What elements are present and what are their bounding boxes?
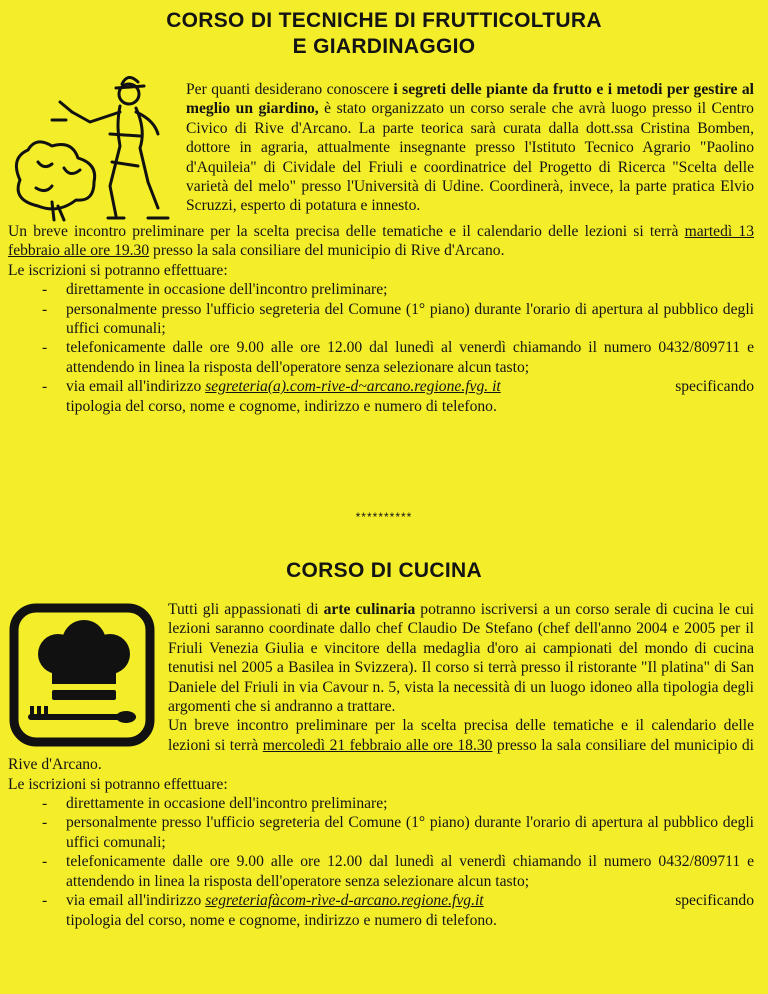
list-item: - telefonicamente dalle ore 9.00 alle ore 12.00 dal lunedì al venerdì chiamando il numero 0432/809711 e attendendo in linea la risposta dell'operatore senza selezionare alcun tasto; [42,853,754,890]
section2-enroll-list [8,794,754,930]
section1-title-line2: E GIARDINAGGIO [292,35,476,58]
section1-meeting-date: martedì 13 febbraio alle ore 19.30 [8,223,754,260]
section1-email-mid: specificando [675,378,754,396]
section1-intro-post: è stato organizzato un corso serale che avrà luogo presso il Centro Civico di Rive d'Arcano. La parte teorica sarà curata dalla dott.ssa Cristina Bomben, dottore in agraria, attualmente insegnante presso l'Istituto Tecnico Agrario "Paolino d'Aquileia" di Cividale del Friuli e coordinatrice del Progetto di Ricerca "Scelta delle varietà del melo" presso l'Università di Udine. Coordinerà, invece, la parte pratica Elvio Scruzzi, esperto di potatura e innesto. [186,100,754,215]
section1-body [8,80,754,416]
section2-intro-pre: Tutti gli appassionati di [168,601,324,618]
section2-body [8,600,754,930]
list-item: - via email all'indirizzo segreteria(a).com-rive-d~arcano.regione.fvg. it specificando tipologia del corso, nome e cognome, indirizzo e numero di telefono. [42,378,754,415]
section1-enroll-list [8,280,754,416]
section1-email-post: tipologia del corso, nome e cognome, indirizzo e numero di telefono. [66,397,497,415]
list-item: - telefonicamente dalle ore 9.00 alle ore 12.00 dal lunedì al venerdì chiamando il numero 0432/809711 e attendendo in linea la risposta dell'operatore senza selezionare alcun tasto; [42,339,754,376]
section1-email-link[interactable]: segreteria(a).com-rive-d~arcano.regione.fvg. it [205,378,501,396]
section2-email-mid: specificando [675,892,754,910]
section2-email-post: tipologia del corso, nome e cognome, indirizzo e numero di telefono. [66,911,497,929]
section1-intro-bold: i segreti delle piante da frutto e i metodi per gestire al meglio un giardino, [186,81,754,118]
chef-hat-cutlery-icon [8,602,158,748]
separator-stars: ********** [355,510,413,524]
gardener-illustration [8,72,180,222]
section1-enroll-intro: Le iscrizioni si potranno effettuare: [8,261,228,279]
section2-meeting-pre: Un breve incontro preliminare per la scelta precisa delle tematiche e il calendario delle lezioni si terrà [168,717,754,754]
list-item: - via email all'indirizzo segreteriafàcom-rìve-d-arcano.regione.fvg.it specificando tipologia del corso, nome e cognome, indirizzo e numero di telefono. [42,892,754,929]
section2-enroll-intro: Le iscrizioni si potranno effettuare: [8,775,228,793]
section1-email-pre: via email all'indirizzo [66,378,206,396]
section1-meeting-pre: Un breve incontro preliminare per la scelta precisa delle tematiche e il calendario delle lezioni si terrà [8,223,685,240]
section2-intro-bold: arte culinaria [323,601,416,618]
list-item: - personalmente presso l'ufficio segreteria del Comune (1° piano) durante l'orario di apertura al pubblico degli uffici comunali; [42,300,754,338]
section2-meeting-post: presso la sala consiliare del municipio di Rive d'Arcano. [8,736,754,774]
section1-intro-pre: Per quanti desiderano conoscere [186,81,394,98]
list-item: - direttamente in occasione dell'incontro preliminare; [42,281,388,299]
section2-meeting-date: mercoledì 21 febbraio alle ore 18.30 [262,736,493,754]
section2-intro-post: potranno iscriversi a un corso serale di cucina le cui lezioni saranno coordinate dallo chef Claudio De Stefano (chef dell'anno 2004 e 2005 per il Friuli Venezia Giulia e vincitore della medaglia d'oro ai campionati del mondo di cucina tenutisi nel 2005 a Basilea in Svizzera). Il corso si terrà presso il ristorante "Il platina" di San Daniele del Friuli in via Cavour n. 5, vista la necessità di un luogo idoneo alla tipologia degli argomenti che si andranno a trattare. [168,601,754,716]
section2-email-pre: via email all'indirizzo [66,892,206,910]
section1-title-line1: CORSO DI TECNICHE DI FRUTTICOLTURA [166,9,602,32]
section2-title: CORSO DI CUCINA [286,559,482,582]
section2-email-link[interactable]: segreteriafàcom-rìve-d-arcano.regione.fvg.it [205,892,484,910]
list-item: - direttamente in occasione dell'incontro preliminare; [42,795,388,813]
list-item: - personalmente presso l'ufficio segreteria del Comune (1° piano) durante l'orario di apertura al pubblico degli uffici comunali; [42,814,754,851]
section1-meeting-post: presso la sala consiliare del municipio di Rive d'Arcano. [149,242,505,260]
